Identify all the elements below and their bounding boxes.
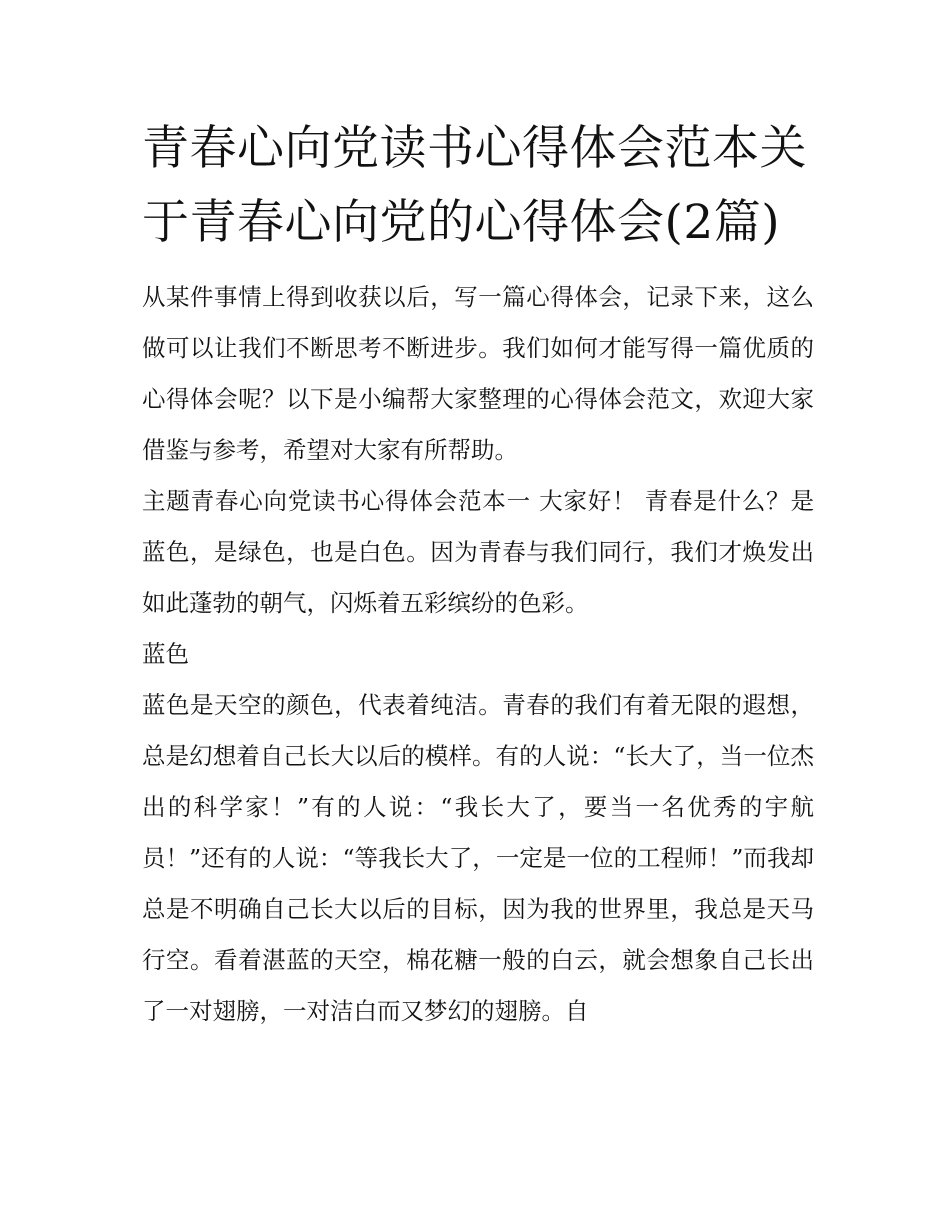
section-heading-blue: 蓝色 bbox=[142, 640, 189, 668]
body-paragraph-2: 蓝色是天空的颜色，代表着纯洁。青春的我们有着无限的遐想，总是幻想着自己长大以后的模样。有的人说：“长大了，当一位杰出的科学家！”有的人说：“我长大了，要当一名优秀的宇航员！”还有的人说：“等我长大了，一定是一位的工程师！”而我却总是不明确自己长大以后的目标，因为我的世界里，我总是天马行空。看着湛蓝的天空，棉花糖一般的白云，就会想象自己长出了一对翅膀，一对洁白而又梦幻的翅膀。自 bbox=[142, 691, 814, 1025]
document-page bbox=[142, 112, 814, 1037]
intro-paragraph: 从某件事情上得到收获以后，写一篇心得体会，记录下来，这么做可以让我们不断思考不断进步。我们如何才能写得一篇优质的心得体会呢？以下是小编帮大家整理的心得体会范文，欢迎大家借鉴与参考，希望对大家有所帮助。 bbox=[142, 283, 814, 464]
document-title: 青春心向党读书心得体会范本关于青春心向党的心得体会(2篇) bbox=[142, 121, 807, 250]
body-paragraph-1: 主题青春心向党读书心得体会范本一 大家好！ 青春是什么？是蓝色，是绿色，也是白色。因为青春与我们同行，我们才焕发出如此蓬勃的朝气，闪烁着五彩缤纷的色彩。 bbox=[142, 487, 814, 617]
